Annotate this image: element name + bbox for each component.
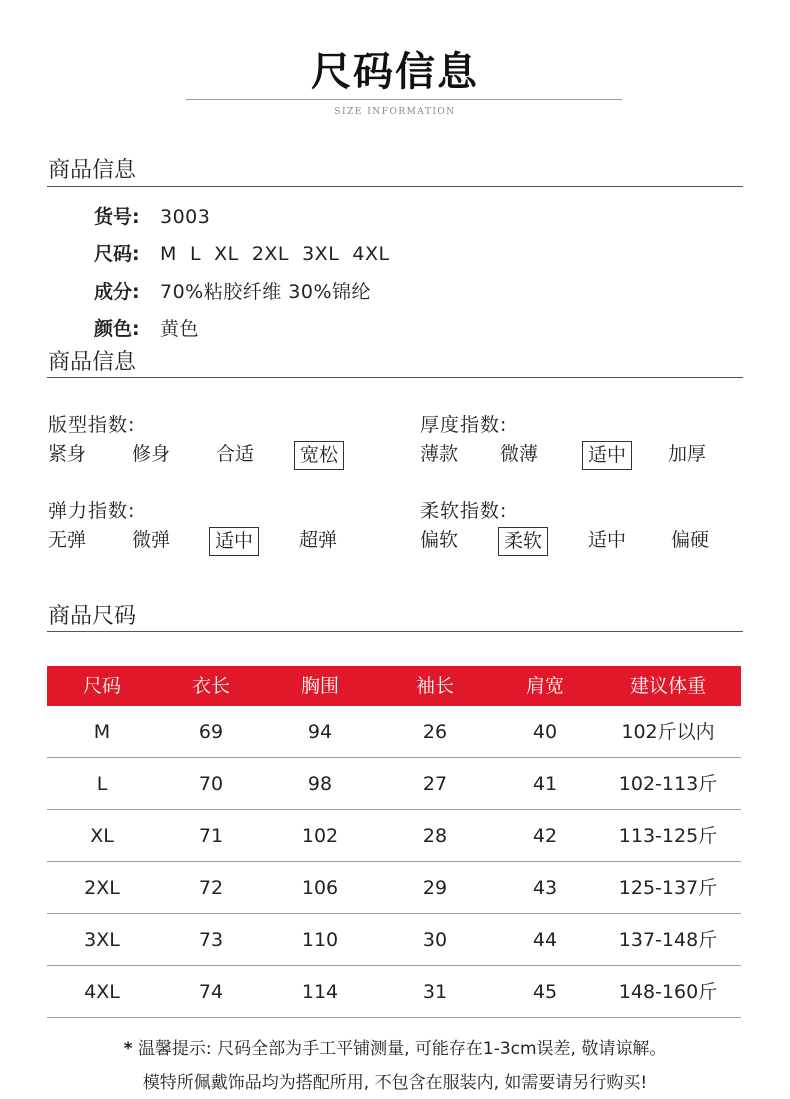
note-measurement	[0, 1034, 790, 1059]
info-label: 尺码:	[94, 243, 140, 265]
table-cell: 110	[301, 929, 339, 951]
table-cell: 45	[532, 981, 558, 1003]
column-header: 胸围	[300, 675, 339, 697]
stretch-option: 微弹	[132, 529, 171, 551]
title-divider	[186, 99, 622, 100]
info-label: 货号:	[94, 206, 140, 228]
column-header: 建议体重	[629, 675, 706, 697]
table-row	[47, 966, 741, 1018]
info-row-sizes	[94, 239, 390, 266]
page-title: 尺码信息	[311, 49, 479, 95]
indices-heading: 商品信息	[48, 350, 137, 375]
column-header: 尺码	[82, 675, 121, 697]
fit-option: 合适	[216, 443, 255, 465]
table-cell: 113-125斤	[618, 825, 718, 847]
stretch-index-label: 弹力指数:	[48, 500, 136, 522]
table-cell: 42	[532, 825, 558, 847]
table-cell: 137-148斤	[618, 929, 718, 951]
table-row	[47, 706, 741, 758]
table-cell: 2XL	[84, 877, 120, 899]
section-divider	[47, 377, 743, 378]
table-cell: 70	[198, 773, 224, 795]
stretch-option-selected: 适中	[209, 527, 259, 556]
stretch-option: 超弹	[299, 529, 338, 551]
info-value: 黄色	[160, 318, 200, 340]
info-row-color	[94, 314, 199, 341]
note-text: 温馨提示: 尺码全部为手工平铺测量, 可能存在1-3cm误差, 敬请谅解。	[137, 1039, 667, 1059]
table-cell: 98	[307, 773, 333, 795]
info-label: 成分:	[94, 281, 140, 303]
product-info-heading: 商品信息	[48, 158, 137, 183]
fit-index-label: 版型指数:	[48, 414, 136, 436]
column-header: 肩宽	[525, 675, 564, 697]
table-cell: XL	[90, 825, 114, 847]
softness-option: 偏软	[420, 529, 459, 551]
section-divider	[47, 186, 743, 187]
softness-option: 适中	[588, 529, 627, 551]
table-row	[47, 810, 741, 862]
table-cell: 43	[532, 877, 558, 899]
table-cell: M	[93, 721, 111, 743]
table-row	[47, 914, 741, 966]
info-value: 70%粘胶纤维 30%锦纶	[160, 281, 372, 303]
softness-index-label: 柔软指数:	[420, 500, 508, 522]
fit-option: 修身	[132, 443, 171, 465]
table-cell: 44	[532, 929, 558, 951]
size-table	[47, 666, 741, 1018]
table-cell: 41	[532, 773, 558, 795]
note-accessories: 模特所佩戴饰品均为搭配所用, 不包含在服装内, 如需要请另行购买!	[142, 1073, 648, 1093]
thickness-option: 薄款	[420, 443, 459, 465]
table-cell: 4XL	[84, 981, 120, 1003]
table-row	[47, 862, 741, 914]
thickness-option-selected: 适中	[582, 441, 632, 470]
info-value: 3003	[160, 206, 211, 228]
table-cell: 26	[422, 721, 448, 743]
table-cell: L	[96, 773, 108, 795]
table-cell: 40	[532, 721, 558, 743]
table-cell: 102斤以内	[621, 721, 715, 743]
table-cell: 74	[198, 981, 224, 1003]
table-cell: 94	[307, 721, 333, 743]
table-cell: 73	[198, 929, 224, 951]
table-cell: 72	[198, 877, 224, 899]
table-cell: 71	[198, 825, 224, 847]
thickness-index-label: 厚度指数:	[420, 414, 508, 436]
info-value: M L XL 2XL 3XL 4XL	[160, 243, 390, 265]
note-star: *	[123, 1039, 133, 1059]
table-cell: 102	[301, 825, 339, 847]
table-cell: 3XL	[84, 929, 120, 951]
table-cell: 28	[422, 825, 448, 847]
table-cell: 125-137斤	[618, 877, 718, 899]
table-cell: 29	[422, 877, 448, 899]
column-header: 衣长	[191, 675, 230, 697]
size-table-heading: 商品尺码	[48, 604, 137, 629]
table-cell: 69	[198, 721, 224, 743]
softness-option: 偏硬	[671, 529, 710, 551]
fit-option-selected: 宽松	[294, 441, 344, 470]
stretch-option: 无弹	[48, 529, 87, 551]
softness-option-selected: 柔软	[498, 527, 548, 556]
info-row-item-no	[94, 202, 210, 229]
thickness-option: 微薄	[500, 443, 539, 465]
column-header: 袖长	[415, 675, 454, 697]
info-label: 颜色:	[94, 318, 140, 340]
fit-option: 紧身	[48, 443, 87, 465]
table-cell: 27	[422, 773, 448, 795]
table-cell: 106	[301, 877, 339, 899]
table-cell: 102-113斤	[618, 773, 718, 795]
table-cell: 148-160斤	[618, 981, 718, 1003]
thickness-option: 加厚	[668, 443, 707, 465]
section-divider	[47, 631, 743, 632]
table-row	[47, 758, 741, 810]
table-cell: 30	[422, 929, 448, 951]
table-cell: 31	[422, 981, 448, 1003]
page-subtitle: SIZE INFORMATION	[334, 107, 456, 117]
table-header	[47, 666, 741, 706]
info-row-composition	[94, 277, 371, 304]
table-cell: 114	[301, 981, 339, 1003]
